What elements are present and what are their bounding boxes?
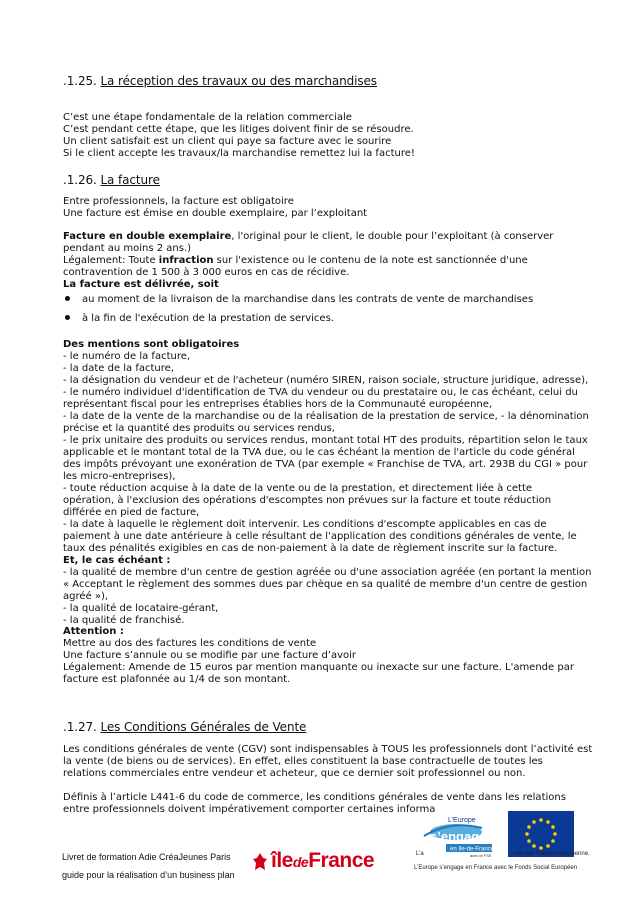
list-item: à la fin de l'exécution de la prestation de services. [63,313,334,325]
paragraph-facture-details: Facture en double exemplaire, l'original pour le client, le double pour l’exploitant (à conserver pendant au moins 2 ans.) Légalement: Toute infraction sur l'existence ou le contenu de la note est sanctionnée d'une contravention de 1 500 à 3 000 euros en cas de récidive. La facture est délivrée, soit [63,231,554,290]
attention-block: Attention : Mettre au dos des factures les conditions de vente Une facture s’annule ou se modifie par une facture d’avoir Légalement: Amende de 15 euros par mention manquante ou inexacte sur une facture. L'amende par facture est plafonnée au 1/4 de son montant. [63,626,574,685]
section-heading-1-26: .1.26. La facture [63,173,160,187]
section-heading-1-25: .1.25. La réception des travaux ou des marchandises [63,74,377,88]
svg-text:en Ile-de-France: en Ile-de-France [450,846,495,853]
paragraph-cgv: Les conditions générales de vente (CGV) sont indispensables à TOUS les professionnels dont l’activité est la vente (de biens ou de services). En effet, elles constituent la base contractuelle de toutes les relations commerciales entre vendeur et acheteur, que ce dernier soit professionnel ou non. Définis à l’article L441-6 du code de commerce, les conditions générales de vente dans les relations entre professionnels doivent impérativement comporter certaines informa [63,744,593,815]
eu-note-right: née par l’Union européenne. [514,851,590,857]
ile-de-france-logo-icon [252,852,268,872]
europe-logo-block [420,810,600,870]
list-item: au moment de la livraison de la marchandise dans les contrats de vente de marchandises [63,294,533,306]
mentions-block: Des mentions sont obligatoires - le numéro de la facture, - la date de la facture, - la désignation du vendeur et de l'acheteur (numéro SIREN, raison sociale, structure juridique, adresse), - le numéro individuel d'identification de TVA du vendeur ou du prestataire ou, le cas échéant, celui du représentant fiscal pour les entreprises établies hors de la Communauté européenne, - la date de la vente de la marchandise ou de la réalisation de la prestation de service, - la dénomination précise et la quantité des produits ou services rendus, - le prix unitaire des produits ou services rendus, montant total HT des produits, répartition selon le taux applicable et le montant total de la TVA due, ou le cas échéant la mention de l'article du code général des impôts prévoyant une exonération de TVA (par exemple « Franchise de TVA, art. 293B du CGI » pour les micro-entreprises), - toute réduction acquise à la date de la vente ou de la prestation, et directement liée à cette opération, à l'exclusion des opérations d'escomptes non prévues sur la facture et toute réduction différée en pied de facture, - la date à laquelle le règlement doit intervenir. Les conditions d'escompte applicables en cas de paiement à une date antérieure à celle résultant de l'application des conditions générales de vente, le taux des pénalités exigibles en cas de non-paiement à la date de règlement inscrite sur la facture. Et, le cas échéant : - la qualité de membre d'un centre de gestion agréée ou d'une association agréée (en portant la mention « Acceptant le règlement des sommes dues par chèque en sa qualité de membre d'un centre de gestion agréé »), - la qualité de locataire-gérant, - la qualité de franchisé. [63,339,592,626]
eu-note-left: L’a [416,851,424,857]
footer-title: Livret de formation Adie CréaJeunes Paris [62,852,231,862]
paragraph-facture-intro: Entre professionnels, la facture est obligatoire Une facture est émise en double exemplaire, par l’exploitant [63,196,368,219]
ile-de-france-logo: îledeFrance [271,849,375,872]
bullet-icon [65,315,70,320]
paragraph-reception: C’est une étape fondamentale de la relation commerciale C’est pendant cette étape, que les litiges doivent finir de se résoudre. Un client satisfait est un client qui paye sa facture avec le sourire Si le client accepte les travaux/la marchandise remettez lui la facture! [63,112,415,159]
section-heading-1-27: .1.27. Les Conditions Générales de Vente [63,720,307,734]
svg-text:s’engage: s’engage [430,829,487,844]
svg-text:avec le FSE: avec le FSE [470,853,492,858]
footer-subtitle: guide pour la réalisation d’un business plan [62,870,235,880]
bullet-icon [65,296,70,301]
eu-fse-note: L’Europe s’engage en France avec le Fonds Social Européen [414,865,578,871]
svg-text:L’Europe: L’Europe [448,817,476,824]
